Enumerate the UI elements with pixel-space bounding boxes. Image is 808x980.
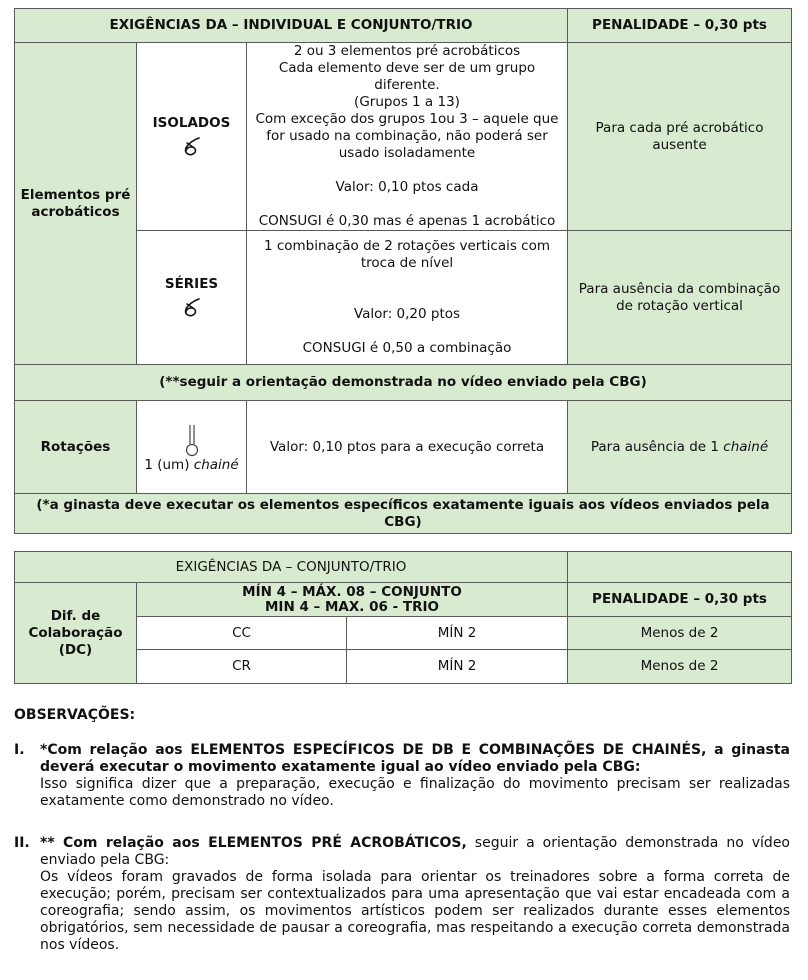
observation-number: II. bbox=[14, 835, 30, 851]
table1-note-specific: (*a ginasta deve executar os elementos específicos exatamente iguais aos vídeos enviados pela CBG) bbox=[15, 494, 792, 534]
rotations-label: Rotações bbox=[15, 401, 137, 494]
rotations-count-cell bbox=[137, 401, 247, 494]
dc-range bbox=[137, 583, 568, 617]
dc-penalty-cr: Menos de 2 bbox=[568, 650, 792, 684]
observation-item-1 bbox=[14, 742, 790, 810]
isolados-cell bbox=[137, 43, 247, 231]
observation-number: I. bbox=[14, 742, 25, 758]
observation-item-2: II. ** Com relação aos ELEMENTOS PRÉ ACROBÁTICOS, seguir a orientação demonstrada no vídeo enviado pela CBG: Os vídeos foram gravados de forma isolada para orientar os treinadores sobre a forma correta de execução; porém, precisam ser contextualizados para uma apresentação que vai estar encadeada com a coreografia; sendo assim, os movimentos artísticos podem ser realizados durante esses elementos obrigatórios, sem necessidade de pausar a coreografia, mas respeitando a execução correta demonstrada nos vídeos. bbox=[14, 835, 790, 953]
observation-text: Isso significa dizer que a preparação, execução e finalização do movimento precisam ser realizadas exatamente como demonstrado no vídeo. bbox=[40, 776, 790, 809]
series-cell bbox=[137, 231, 247, 365]
table2-penalty-header: PENALIDADE – 0,30 pts bbox=[568, 583, 792, 617]
requirements-table-group bbox=[14, 551, 792, 684]
dc-label: Dif. de Colaboração (DC) bbox=[15, 583, 137, 684]
table1-note-pre-acro: (**seguir a orientação demonstrada no vídeo enviado pela CBG) bbox=[15, 365, 792, 401]
rotations-description: Valor: 0,10 ptos para a execução correta bbox=[247, 401, 568, 494]
table1-header-penalty: PENALIDADE – 0,30 pts bbox=[568, 9, 792, 43]
table1-header-left: EXIGÊNCIAS DA – INDIVIDUAL E CONJUNTO/TRIO bbox=[15, 9, 568, 43]
requirements-table-individual bbox=[14, 8, 792, 534]
isolados-label: ISOLADOS bbox=[152, 115, 231, 131]
rotations-count-text: 1 (um) chainé bbox=[144, 456, 239, 473]
series-description: 1 combinação de 2 rotações verticais com troca de nível Valor: 0,20 ptos CONSUGI é 0,50 a combinação bbox=[247, 231, 568, 365]
pre-acro-group-label: Elementos pré acrobáticos bbox=[15, 43, 137, 365]
dc-range-trio: MIN 4 – MAX. 06 - TRIO bbox=[264, 598, 439, 615]
dc-penalty-cc: Menos de 2 bbox=[568, 617, 792, 650]
series-penalty: Para ausência da combinação de rotação vertical bbox=[568, 231, 792, 365]
series-label: SÉRIES bbox=[164, 276, 219, 292]
table2-header: EXIGÊNCIAS DA – CONJUNTO/TRIO bbox=[15, 552, 568, 583]
dc-range-conjunto: MÍN 4 – MÁX. 08 – CONJUNTO bbox=[242, 583, 462, 600]
observation-bold-text: ** Com relação aos ELEMENTOS PRÉ ACROBÁTICOS, bbox=[40, 835, 467, 851]
isolados-description: 2 ou 3 elementos pré acrobáticos Cada elemento deve ser de um grupo diferente. (Grupos 1 a 13) Com exceção dos grupos 1ou 3 – aquele que for usado na combinação, não poderá ser usado isoladamente Valor: 0,10 ptos cada CONSUGI é 0,30 mas é apenas 1 acrobático bbox=[247, 43, 568, 231]
isolados-penalty: Para cada pré acrobático ausente bbox=[568, 43, 792, 231]
dc-min-cr: MÍN 2 bbox=[347, 650, 568, 684]
dc-type-cr: CR bbox=[137, 650, 347, 684]
rotations-penalty: Para ausência de 1 chainé bbox=[568, 401, 792, 494]
observations-title: OBSERVAÇÕES: bbox=[14, 707, 136, 723]
table2-header-blank bbox=[568, 552, 792, 583]
pre-acrobatic-symbol-icon bbox=[179, 295, 205, 319]
pre-acrobatic-symbol-icon bbox=[179, 134, 205, 158]
dc-min-cc: MÍN 2 bbox=[347, 617, 568, 650]
observation-bold-text: *Com relação aos ELEMENTOS ESPECÍFICOS DE DB E COMBINAÇÕES DE CHAINÉS, a ginasta deverá executar o movimento exatamente igual ao vídeo enviado pela CBG: bbox=[40, 742, 790, 775]
observation-text: Os vídeos foram gravados de forma isolada para orientar os treinadores sobre a forma correta de execução; porém, precisam ser contextualizados para uma apresentação que vai estar encadeada com a coreografia; sendo assim, os movimentos artísticos podem ser realizados durante esses elementos obrigatórios, sem necessidade de pausar a coreografia, mas respeitando a execução correta demonstrada nos vídeos. bbox=[40, 869, 790, 953]
chaine-symbol-icon bbox=[182, 423, 202, 457]
dc-type-cc: CC bbox=[137, 617, 347, 650]
